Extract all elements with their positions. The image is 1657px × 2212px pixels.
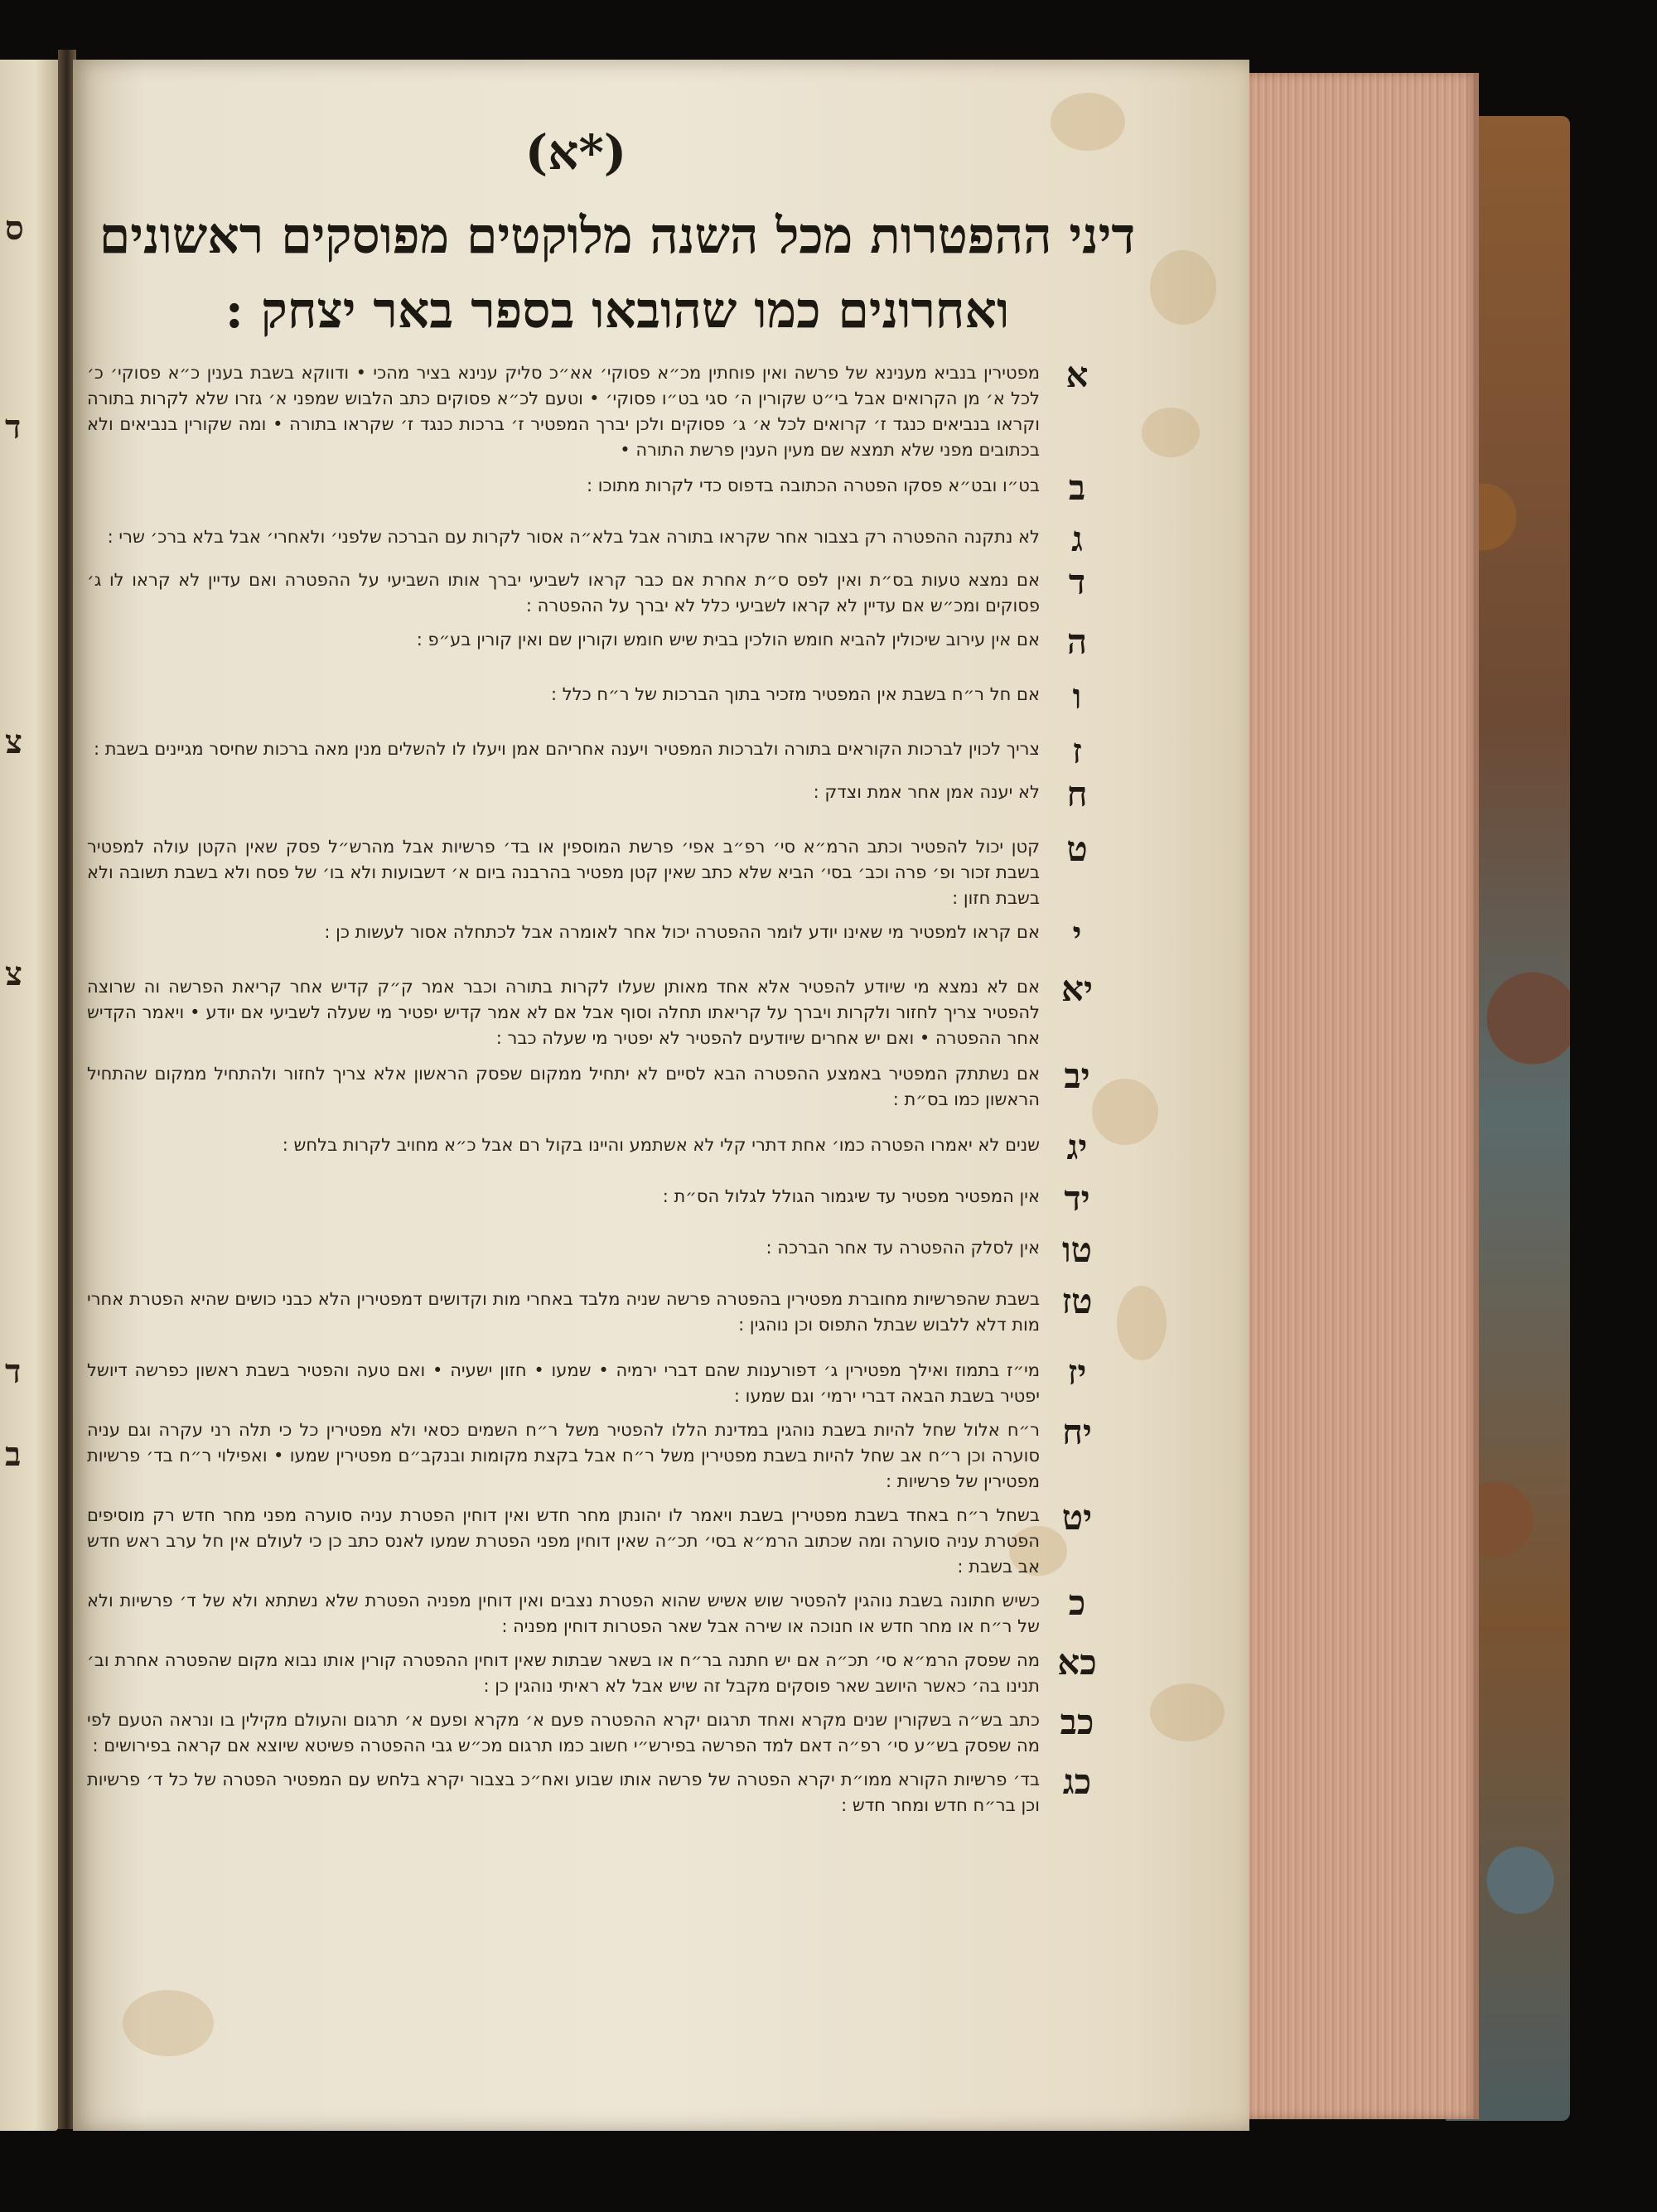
left-page-letter: ס [5, 209, 24, 248]
rule-text: לא יענה אמן אחר אמת וצדק : [813, 782, 1040, 802]
rule-number: ה [1066, 621, 1088, 662]
left-page-letter: צ [5, 722, 22, 761]
rule-item [87, 775, 1114, 814]
rule-number: יב [1064, 1055, 1090, 1096]
rule-number: ו [1072, 676, 1082, 717]
rule-text: כשיש חתונה בשבת נוהגין להפטיר שוש אשיש שהוא הפטרת נצבים ואין דוחין מפניה הפטרת שלא נשתתא ולא של ד׳ פרשיות ולא של ר״ח או מחר חדש או חנוכה או שירה אבל שאר הפטרות דוחין מפניה : [87, 1591, 1040, 1636]
rule-number: ז [1072, 731, 1082, 771]
page-stain [1150, 1683, 1225, 1741]
rule-text: מי״ז בתמוז ואילך מפטירין ג׳ דפורענות שהם דברי ירמיה • שמעו • חזון ישעיה • ואם טעה והפטיר בשבת ראשון כפרשה דיושל יפטיר בשבת הבאה דברי ירמי׳ וגם שמעו : [87, 1360, 1040, 1406]
rule-number: טז [1061, 1281, 1093, 1321]
rule-number: יג [1066, 1127, 1088, 1167]
rule-text: בט״ו ובט״א פסקו הפטרה הכתובה בדפוס כדי לקרות מתוכו : [587, 476, 1040, 495]
left-page-edge [0, 60, 58, 2131]
rules-list [87, 352, 1114, 1976]
rule-item [87, 915, 1114, 954]
rule-number: יד [1064, 1178, 1090, 1219]
rule-item [87, 1498, 1114, 1580]
rule-text: אם נמצא טעות בס״ת ואין לפס ס״ת אחרת אם כבר קראו לשביעי יברך אותו השביעי על ההפטרה ואם עדיין לא קראו לו ג׳ פסוקים ומכ״ש אם עדיין לא קראו לשביעי כלל לא יברך על ההפטרה : [87, 570, 1040, 616]
rule-item [87, 1353, 1114, 1409]
page-fore-edge [1239, 73, 1479, 2119]
rule-item [87, 1702, 1114, 1759]
rule-item [87, 1230, 1114, 1270]
left-page-letter: ב [5, 1435, 22, 1474]
rule-text: אין לסלק ההפטרה עד אחר הברכה : [766, 1238, 1040, 1258]
rule-item [87, 622, 1114, 662]
rule-item [87, 969, 1114, 1051]
page-stain [1150, 250, 1216, 325]
left-page-letter: צ [5, 954, 22, 993]
rule-text: בד׳ פרשיות הקורא ממו״ת יקרא הפטרה של פרשה אותו שבוע ואח״כ בצבור יקרא בלחש עם המפטיר הפטרה של כל ד׳ פרשיות וכן בר״ח חדש ומחר חדש : [87, 1770, 1040, 1815]
left-page-letter: ד [5, 1352, 22, 1391]
page-stain [1117, 1286, 1167, 1360]
rule-text: מה שפסק הרמ״א סי׳ תכ״ה אם יש חתנה בר״ח או בשאר שבתות שאין דוחין ההפטרה קורין אותו נבוא מקום שהפטרה אחרת וב׳ תנינו בה׳ כאשר היושב שאר פוסקים מקבל זה שיש אבל לא ראיתי נוהגין כן : [87, 1650, 1040, 1696]
rule-item [87, 1179, 1114, 1219]
page-stain [1051, 93, 1125, 151]
page-stain [1142, 408, 1200, 457]
rule-number: יא [1061, 968, 1093, 1009]
rule-text: בשבת שהפרשיות מחוברת מפטירין בהפטרה פרשה שניה מלבד באחרי מות וקדושים דמפטירין הלא כבני כושים שהיא הפטרת אחרי מות דלא ללבוש שבתל התפוס וכן נוהגין : [87, 1289, 1040, 1335]
rule-item [87, 1583, 1114, 1640]
rule-number: כא [1057, 1642, 1097, 1683]
rule-item [87, 563, 1114, 619]
rule-number: כ [1068, 1582, 1086, 1623]
rule-text: צריך לכוין לברכות הקוראים בתורה ולברכות המפטיר ויענה אחריהם אמן ויעלו לו להשלים מנין מאה ברכות שחיסר מגיינים בשבת : [93, 739, 1040, 759]
rule-text: ר״ח אלול שחל להיות בשבת נוהגין במדינת הללו להפטיר משל ר״ח השמים כסאי ולא מפטירין כל כי תלה רני עקרה וגם עניה סוערה וכן ר״ח אב שחל להיות בשבת מפטירין משל ר״ח אבל בקצת מקומות ובנקב״ם מפטירין שמעו • ואפילוי ר״ח בד׳ פרשיות מפטירין של פרשיות : [87, 1420, 1040, 1491]
rule-item [87, 1413, 1114, 1495]
rule-text: אם קראו למפטיר מי שאינו יודע לומר ההפטרה יכול אחר לאומרה אבל לכתחלה אסור לעשות כן : [324, 922, 1040, 942]
rule-text: מפטירין בנביא מענינא של פרשה ואין פוחתין מכ״א פסוקי׳ אא״כ סליק ענינא בציר מהכי • ודווקא בשבת בענין כ״א פסוקי׳ כ׳ לכל א׳ מן הקרואים אבל בי״ט שקורין ה׳ סגי בט״ו פסוקי׳ • וטעם לכ״א פסוקים כתב הלבוש שמפני א׳ גזרו שלא לקרות בתורה וקראו בנביאים כנגד ז׳ קרואים לכל א׳ ג׳ פסוקים ולכן יברך המפטיר ז׳ ברכות כנגד ז׳ שקראו בתורה • ומה שקורין בנביאים ולא בכתובים מפני שלא תמצא שם מעין הענין פרשת התורה • [87, 363, 1040, 460]
rule-item [87, 1056, 1114, 1113]
rule-text: אם חל ר״ח בשבת אין המפטיר מזכיר בתוך הברכות של ר״ח כלל : [551, 684, 1040, 704]
page-number: (א*) [524, 124, 627, 181]
rule-number: יח [1062, 1412, 1092, 1452]
rule-number: כב [1060, 1702, 1094, 1742]
rule-number: כג [1062, 1761, 1092, 1802]
rule-text: אם לא נמצא מי שיודע להפטיר אלא אחד מאותן שעלו לקרות בתורה וכבר אמר ק״ק קדיש אחר קריאת הפרשה וה שרוצה להפטיר צריך לחזור ולקרות ויברך על קריאתו תחלה וסוף אבל אם לא אמר קדיש יפטיר מי שעלה לשביעי אם יודע • ויאמר הקדיש אחר ההפטרה • ואם יש אחרים שיודעים להפטיר לא יפטיר מי שעלה כבר : [87, 977, 1040, 1048]
rule-item [87, 1643, 1114, 1699]
rule-item [87, 829, 1114, 911]
rule-item [87, 519, 1114, 559]
rule-number: ח [1066, 774, 1088, 814]
page-title: דיני ההפטרות מכל השנה מלוקטים מפוסקים ראשונים ואחרונים כמו שהובאו בספר באר יצחק : [99, 207, 1136, 340]
rule-number: יז [1067, 1352, 1087, 1393]
left-page-letter: ד [5, 408, 22, 447]
rule-text: אם אין עירוב שיכולין להביא חומש הולכין בבית שיש חומש וקורין שם ואין קורין בע״פ : [416, 630, 1040, 650]
rule-item [87, 1128, 1114, 1167]
rule-number: א [1065, 355, 1089, 395]
rule-number: ט [1066, 828, 1088, 869]
rule-item [87, 732, 1114, 771]
rule-number: יט [1061, 1497, 1093, 1538]
rule-number: ד [1068, 562, 1086, 602]
rule-text: כתב בש״ה בשקורין שנים מקרא ואחד תרגום יקרא ההפטרה פעם א׳ מקרא ופעם א׳ תרגום והעולם מקילין בו ונראה הטעם לפי מה שפסק בש״ע סי׳ רפ״ה דאם למד הפרשה בפירש״י חשוב כמו תרגום מכ״ש גבי ההפטרה פשיטא שיוצא אם קראה בפירושים : [87, 1710, 1040, 1756]
rule-text: לא נתקנה ההפטרה רק בצבור אחר שקראו בתורה אבל בלא״ה אסור לקרות עם הברכה שלפני׳ ולאחרי׳ אבל בלא ברכ׳ שרי : [107, 527, 1040, 547]
rule-item [87, 1762, 1114, 1818]
rule-item [87, 677, 1114, 717]
rule-number: ב [1068, 467, 1086, 508]
rule-text: אין המפטיר מפטיר עד שיגמור הגולל לגלול הס״ת : [662, 1186, 1040, 1206]
rule-item [87, 355, 1114, 463]
rule-text: אם נשתתק המפטיר באמצע ההפטרה הבא לסיים לא יתחיל ממקום שפסק הראשון אלא צריך לחזור ולהתחיל ממקום שהתחיל הראשון כמו בס״ת : [87, 1064, 1040, 1109]
rule-text: שנים לא יאמרו הפטרה כמו׳ אחת דתרי קלי לא אשתמע והיינו בקול רם אבל כ״א מחויב לקרות בלחש : [282, 1135, 1040, 1155]
rule-number: טו [1061, 1229, 1093, 1270]
rule-text: קטן יכול להפטיר וכתב הרמ״א סי׳ רפ״ב אפי׳ פרשת המוספין או בד׳ פרשיות אבל מהרש״ל פסק שאין הקטן עולה למפטיר בשבת זכור ופ׳ פרה וכב׳ בסי׳ הביא שלא כתב שאין קטן מפטיר בהרבנה ביום א׳ דשבועות ולא בו׳ של פסח ולא בשבת תשובה ולא בשבת חזון : [87, 837, 1040, 908]
rule-number: ג [1071, 519, 1083, 559]
rule-text: בשחל ר״ח באחד בשבת מפטירין בשבת ויאמר לו יהונתן מחר חדש ואין דוחין הפטרת עניה סוערה מפני מחר חדש רק מוסיפים הפטרת עניה סוערה ומה שכתוב הרמ״א בסי׳ תכ״ה שאין דוחין מפני הפטרת שמעו לאנס כתב כן כי לעולם אין חל ערב ראש חדש אב בשבת : [87, 1505, 1040, 1577]
rule-item [87, 1282, 1114, 1338]
rule-item [87, 468, 1114, 508]
rule-number: י [1072, 914, 1082, 954]
page-stain [123, 1990, 214, 2056]
